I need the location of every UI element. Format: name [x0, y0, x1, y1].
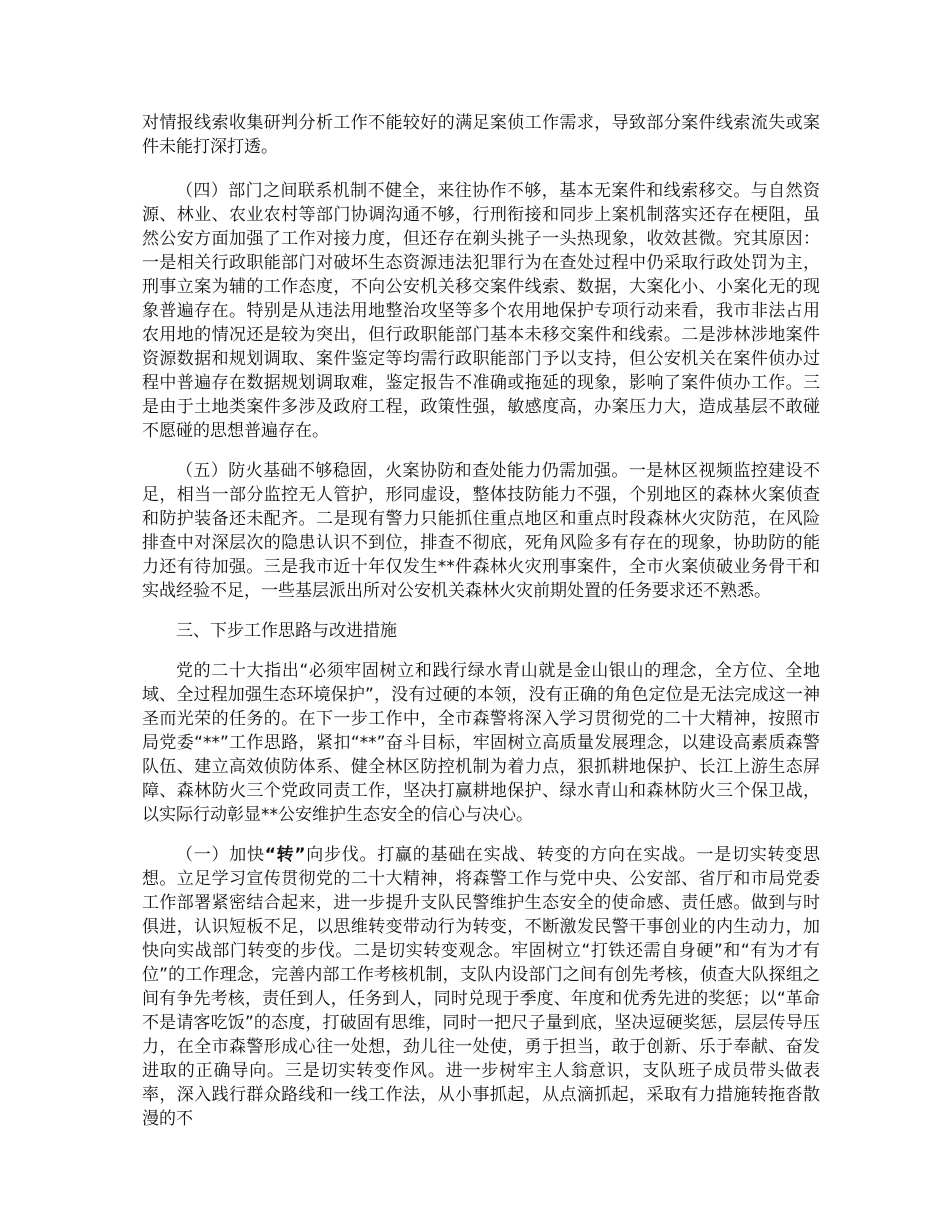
paragraph-section-five: （五）防火基础不够稳固，火案协防和查处能力仍需加强。一是林区视频监控建设不足，相当一部分监控无人管护，形同虚设，整体技防能力不强，个别地区的森林火案侦查和防护装备还未配齐。二是现有警力只能抓住重点地区和重点时段森林火灾防范，在风险排查中对深层次的隐患认识不到位，排查不彻底，死角风险多有存在的现象，协助防的能力还有待加强。三是我市近十年仅发生**件森林火灾刑事案件，全市火案侦破业务骨干和实战经验不足，一些基层派出所对公安机关森林火灾前期处置的任务要求还不熟悉。 [142, 461, 820, 601]
paragraph-section-four: （四）部门之间联系机制不健全，来往协作不够，基本无案件和线索移交。与自然资源、林业、农业农村等部门协调沟通不够，行刑衔接和同步上案机制落实还存在梗阻，虽然公安方面加强了工作对接力度，但还存在剃头挑子一头热现象，收效甚微。究其原因：一是相关行政职能部门对破坏生态资源违法犯罪行为在查处过程中仍采取行政处罚为主，刑事立案为辅的工作态度，不向公安机关移交案件线索、数据，大案化小、小案化无的现象普遍存在。特别是从违法用地整治攻坚等多个农用地保护专项行动来看，我市非法占用农用地的情况还是较为突出，但行政职能部门基本未移交案件和线索。二是涉林涉地案件资源数据和规划调取、案件鉴定等均需行政职能部门予以支持，但公安机关在案件侦办过程中普遍存在数据规划调取难，鉴定报告不准确或拖延的现象，影响了案件侦办工作。三是由于土地类案件多涉及政府工程，政策性强，敏感度高，办案压力大，造成基层不敢碰不愿碰的思想普遍存在。 [142, 181, 820, 441]
subsection-one-keyword: “转” [264, 845, 306, 865]
subsection-one-body: 向步伐。打赢的基础在实战、转变的方向在实战。一是切实转变思想。立足学习宣传贯彻党的二十大精神，将森警工作与党中央、公安部、省厅和市局党委工作部署紧密结合起来，进一步提升支队民警维护生态安全的使命感、责任感。做到与时俱进，认识短板不足，以思维转变带动行为转变，不断激发民警干事创业的内生动力，加快向实战部门转变的步伐。二是切实转变观念。牢固树立“打铁还需自身硬”和“有为才有位”的工作理念，完善内部工作考核机制，支队内设部门之间有创先考核，侦查大队探组之间有争先考核，责任到人，任务到人，同时兑现于季度、年度和优秀先进的奖惩；以“革命不是请客吃饭”的态度，打破固有思维，同时一把尺子量到底，坚决逗硬奖惩，层层传导压力，在全市森警形成心往一处想，劲儿往一处使，勇于担当，敢于创新、乐于奉献、奋发进取的正确导向。三是切实转变作风。进一步树牢主人翁意识，支队班子成员带头做表率，深入践行群众路线和一线工作法，从小事抓起，从点滴抓起，采取有力措施转拖沓散漫的不 [142, 845, 820, 1129]
paragraph-subsection-one [142, 843, 820, 1131]
paragraph-party-congress: 党的二十大指出“必须牢固树立和践行绿水青山就是金山银山的理念，全方位、全地域、全过程加强生态环境保护”，没有过硬的本领，没有正确的角色定位是无法完成这一神圣而光荣的任务的。在下一步工作中，全市森警将深入学习贯彻党的二十大精神，按照市局党委“**”工作思路，紧扣“**”奋斗目标，牢固树立高质量发展理念，以建设高素质森警队伍、建立高效侦防体系、健全林区防控机制为着力点，狠抓耕地保护、长江上游生态屏障、森林防火三个党政同责工作，坚决打赢耕地保护、绿水青山和森林防火三个保卫战，以实际行动彰显**公安维护生态安全的信心与决心。 [142, 661, 820, 825]
document-body [142, 111, 820, 1147]
paragraph-continuation: 对情报线索收集研判分析工作不能较好的满足案侦工作需求，导致部分案件线索流失或案件未能打深打透。 [142, 113, 820, 157]
section-heading-three: 三、下步工作思路与改进措施 [176, 621, 397, 641]
subsection-one-prefix: （一）加快 [176, 845, 265, 865]
